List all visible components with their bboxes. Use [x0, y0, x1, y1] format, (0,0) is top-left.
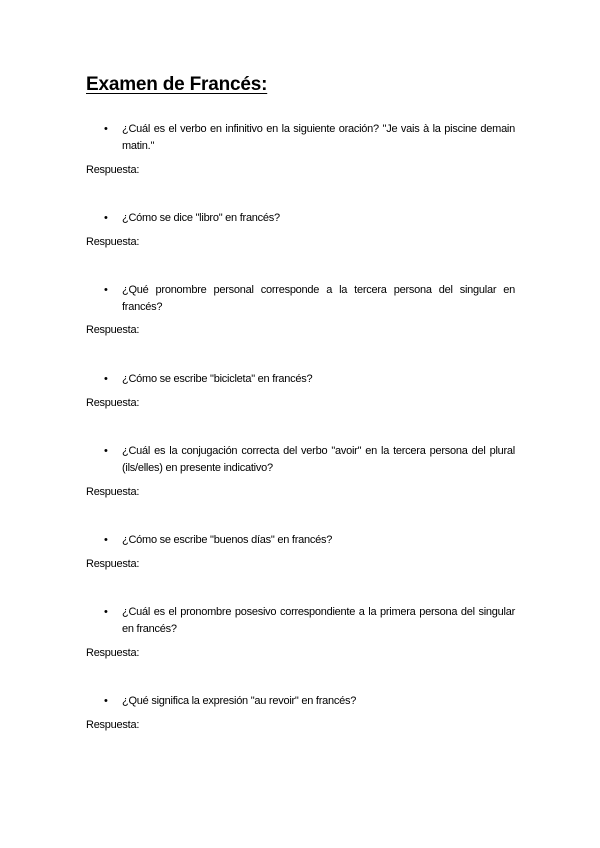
bullet-icon: •: [104, 534, 108, 546]
question-item: [104, 532, 515, 549]
answer-label: Respuesta:: [86, 324, 140, 336]
question-item: [104, 371, 515, 388]
bullet-icon: •: [104, 284, 108, 296]
question-item: [104, 121, 515, 155]
answer-label: Respuesta:: [86, 719, 140, 731]
bullet-icon: •: [104, 373, 108, 385]
bullet-icon: •: [104, 695, 108, 707]
question-item: [104, 443, 515, 477]
question-text: ¿Cómo se dice "libro" en francés?: [122, 212, 280, 224]
question-text: ¿Cuál es el pronombre posesivo correspondiente a la primera persona del singular en francés?: [122, 606, 515, 635]
bullet-icon: •: [104, 445, 108, 457]
question-text: ¿Cuál es la conjugación correcta del verbo "avoir" en la tercera persona del plural (ils/elles) en presente indicativo?: [122, 445, 515, 474]
question-item: [104, 693, 515, 710]
answer-label: Respuesta:: [86, 236, 140, 248]
bullet-icon: •: [104, 212, 108, 224]
answer-label: Respuesta:: [86, 164, 140, 176]
answer-label: Respuesta:: [86, 558, 140, 570]
question-item: [104, 604, 515, 638]
page-title: Examen de Francés:: [86, 74, 268, 95]
question-text: ¿Cómo se escribe "bicicleta" en francés?: [122, 373, 313, 385]
answer-label: Respuesta:: [86, 397, 140, 409]
question-text: ¿Qué significa la expresión "au revoir" en francés?: [122, 695, 357, 707]
answer-label: Respuesta:: [86, 647, 140, 659]
question-text: ¿Cuál es el verbo en infinitivo en la siguiente oración? "Je vais à la piscine demain matin.": [122, 123, 515, 152]
question-item: [104, 282, 515, 316]
question-text: ¿Qué pronombre personal corresponde a la tercera persona del singular en francés?: [122, 284, 515, 313]
question-text: ¿Cómo se escribe "buenos días" en francés?: [122, 534, 333, 546]
answer-label: Respuesta:: [86, 486, 140, 498]
question-item: [104, 210, 515, 227]
bullet-icon: •: [104, 123, 108, 135]
bullet-icon: •: [104, 606, 108, 618]
